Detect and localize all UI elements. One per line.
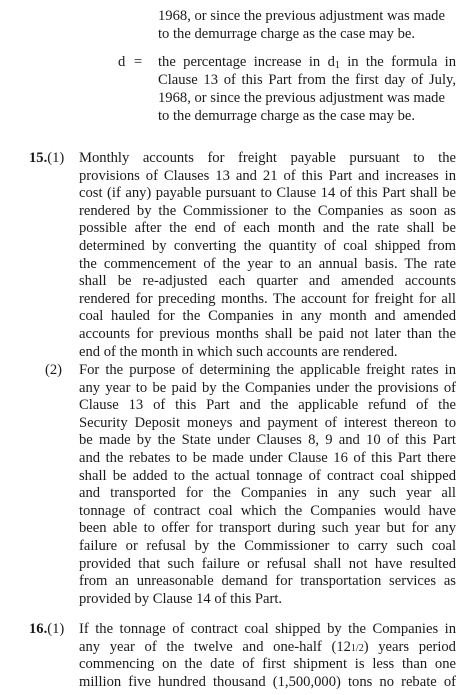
equals-sign: =: [134, 54, 143, 70]
paragraph-line: provided by Clause 14 of this Part.: [79, 590, 283, 607]
subclause-label: (2): [45, 362, 63, 378]
paragraph-line: shall be added to the actual tonnage of contract coal shipped: [79, 467, 456, 484]
paragraph-line: shall be re-adjusted each quarter and amended accounts: [79, 273, 456, 290]
paragraph-line: coal hauled for the Companies in any month and amended: [79, 308, 456, 325]
paragraph-line: rendered by the Commissioner to the Companies as soon as: [79, 202, 456, 219]
definition-line: Clause 13 of this Part from the first day of July,: [158, 72, 456, 88]
definition-line: to the demurrage charge as the case may be.: [158, 108, 416, 124]
paragraph-line: been able to offer for transport during such year but for any: [79, 520, 456, 537]
paragraph-line: from an unreasonable demand for transportation services as: [79, 573, 456, 590]
paragraph-line: the commencement of the year to an annual basis. The rate: [79, 255, 456, 272]
paragraph-line: provisions of Clauses 13 and 21 of this Part and increases in: [79, 167, 456, 184]
paragraph-line: and the rebates to be made under Clause 16 of this Part there: [79, 450, 456, 466]
paragraph-line: Clause 13 of this Part and the applicable refund of the: [79, 397, 456, 414]
paragraph-line: If the tonnage of contract coal shipped by the Companies in: [79, 621, 456, 637]
paragraph-line: be made by the State under Clauses 8, 9 and 10 of this Part: [79, 432, 456, 449]
paragraph-line: commencing on the date of first shipment is less than one: [79, 656, 456, 673]
paragraph-line: provided that such failure or refusal shall not have resulted: [79, 555, 456, 572]
paragraph-line: cost (if any) payable pursuant to Clause 14 of this Part shall be: [79, 185, 456, 202]
paragraph-line: Monthly accounts for freight payable pursuant to the: [79, 150, 456, 166]
variable-symbol: d: [118, 54, 126, 70]
paragraph-line: Security Deposit moneys and payment of interest thereon to: [79, 414, 456, 431]
paragraph-line: For the purpose of determining the applicable freight rates in: [79, 362, 456, 378]
formula-cont-line: 1968, or since the previous adjustment was made: [158, 8, 445, 24]
definition-line: 1968, or since the previous adjustment was made: [158, 90, 445, 106]
paragraph-line: tonnage of contract coal which the Companies would have: [79, 502, 456, 519]
paragraph-line: end of the month in which such accounts are rendered.: [79, 343, 398, 360]
clause-number-label: 16.(1): [29, 621, 65, 637]
clause-number-label: 15.(1): [29, 150, 65, 166]
paragraph-line: and transported for the Companies in any such year all: [79, 485, 456, 502]
paragraph-line: rendered for preceding months. The account for freight for all: [79, 290, 456, 307]
paragraph-line: possible after the end of each month and the rate shall be: [79, 220, 456, 237]
paragraph-line: million five hundred thousand (1,500,000) tons no rebate of: [79, 673, 456, 690]
paragraph-line: determined by converting the quantity of coal shipped from: [79, 238, 456, 254]
paragraph-line: any year of the twelve and one-half (121/2) years period: [79, 638, 456, 655]
paragraph-line: accounts for previous months shall be paid not later than the: [79, 326, 456, 342]
formula-cont-line: to the demurrage charge as the case may be.: [158, 26, 416, 42]
paragraph-line: any year to be paid by the Companies under the provisions of: [79, 379, 456, 396]
fraction-one-half: 1/2: [350, 642, 364, 654]
paragraph-line: failure or refusal by the Commissioner to carry such coal: [79, 538, 456, 554]
definition-line: the percentage increase in $d_1$ in the formula in: [158, 54, 456, 71]
